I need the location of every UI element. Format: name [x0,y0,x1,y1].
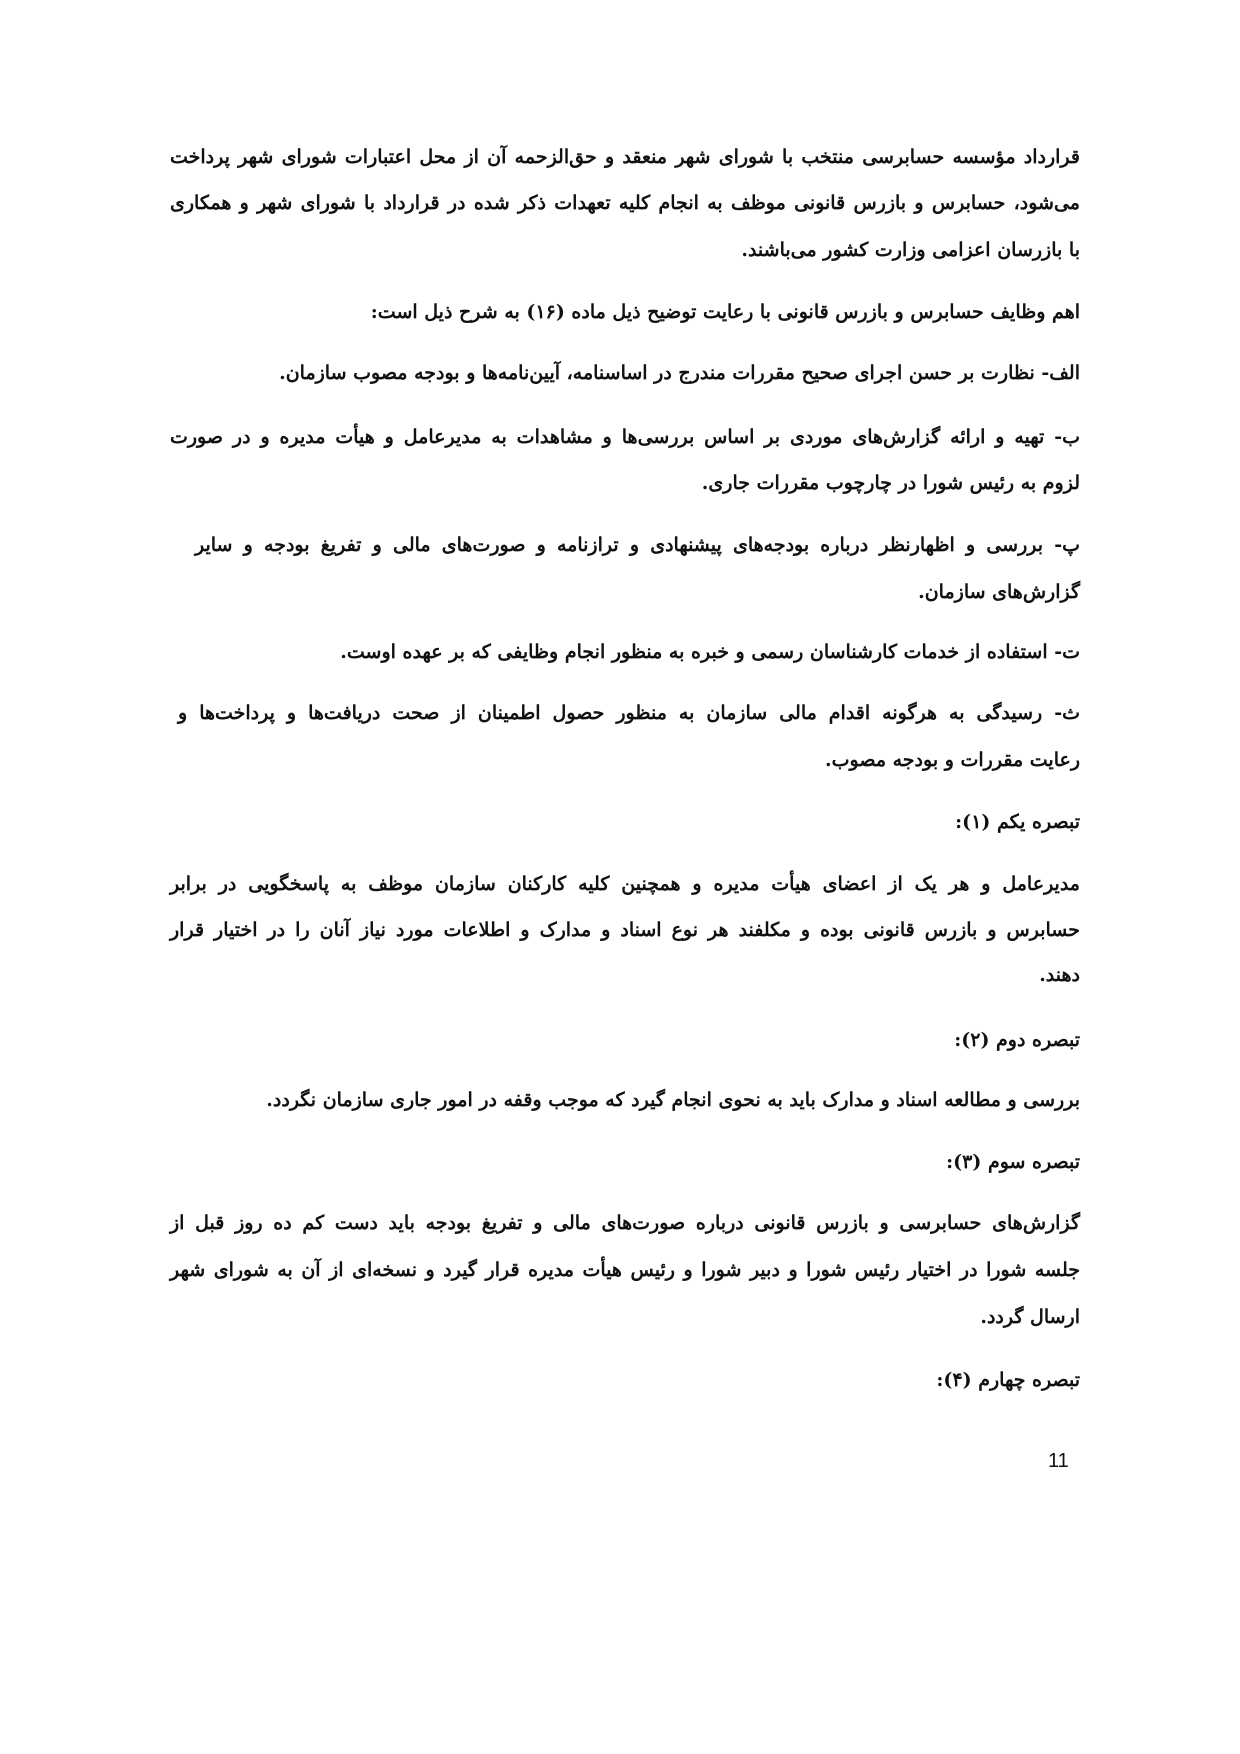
note-heading-3: تبصره سوم (۳): [946,1151,1080,1173]
text-line: رعایت مقررات و بودجه مصوب. [825,749,1080,771]
text-line: گزارش‌های حسابرسی و بازرس قانونی درباره صورت‌های مالی و تفریغ بودجه باید دست کم ده روز قبل از [170,1212,1080,1234]
note-heading-1: تبصره یکم (۱): [955,811,1080,833]
text-line: حسابرس و بازرس قانونی بوده و مکلفند هر نوع اسناد و مدارک و اطلاعات مورد نیاز آنان را در اختیار قرار [170,919,1081,941]
text-line: می‌شود، حسابرس و بازرس قانونی موظف به انجام کلیه تعهدات ذکر شده در قرارداد با شورای شهر و همکاری [170,192,1080,214]
list-item-be: ب- تهیه و ارائه گزارش‌های موردی بر اساس بررسی‌ها و مشاهدات به مدیرعامل و هیأت مدیره و در صورت [170,426,1080,448]
text-line: ارسال گردد. [980,1306,1080,1328]
text-line: لزوم به رئیس شورا در چارچوب مقررات جاری. [701,472,1080,494]
text-line: اهم وظایف حسابرس و بازرس قانونی با رعایت توضیح ذیل ماده (۱۶) به شرح ذیل است: [370,301,1080,323]
text-line: با بازرسان اعزامی وزارت کشور می‌باشند. [741,239,1080,261]
note-heading-4: تبصره چهارم (۴): [936,1369,1080,1391]
list-item-pe: پ- بررسی و اظهارنظر درباره بودجه‌های پیشنهادی و ترازنامه و صورت‌های مالی و تفریغ بودجه و سایر [195,534,1080,556]
text-line: قرارداد مؤسسه حسابرسی منتخب با شورای شهر منعقد و حق‌الزحمه آن از محل اعتبارات شورای شهر پرداخت [170,146,1080,168]
list-item-se: ث- رسیدگی به هرگونه اقدام مالی سازمان به منظور حصول اطمینان از صحت دریافت‌ها و پرداخت‌ها و [178,702,1080,724]
text-line: بررسی و مطالعه اسناد و مدارک باید به نحوی انجام گیرد که موجب وقفه در امور جاری سازمان نگردد. [266,1089,1080,1111]
text-line: دهند. [1039,964,1080,986]
page-number: 11 [1048,1450,1069,1472]
list-item-te: ت- استفاده از خدمات کارشناسان رسمی و خبره به منظور انجام وظایفی که بر عهده اوست. [340,641,1080,663]
list-item-alef: الف- نظارت بر حسن اجرای صحیح مقررات مندرج در اساسنامه، آیین‌نامه‌ها و بودجه مصوب سازمان. [279,362,1080,384]
text-line: مدیرعامل و هر یک از اعضای هیأت مدیره و همچنین کلیه کارکنان سازمان موظف به پاسخگویی در برابر [170,873,1080,895]
note-heading-2: تبصره دوم (۲): [954,1029,1080,1051]
text-line: گزارش‌های سازمان. [918,581,1080,603]
text-line: جلسه شورا در اختیار رئیس شورا و دبیر شورا و رئیس هیأت مدیره قرار گیرد و نسخه‌ای از آن به شورای شهر [170,1259,1080,1281]
